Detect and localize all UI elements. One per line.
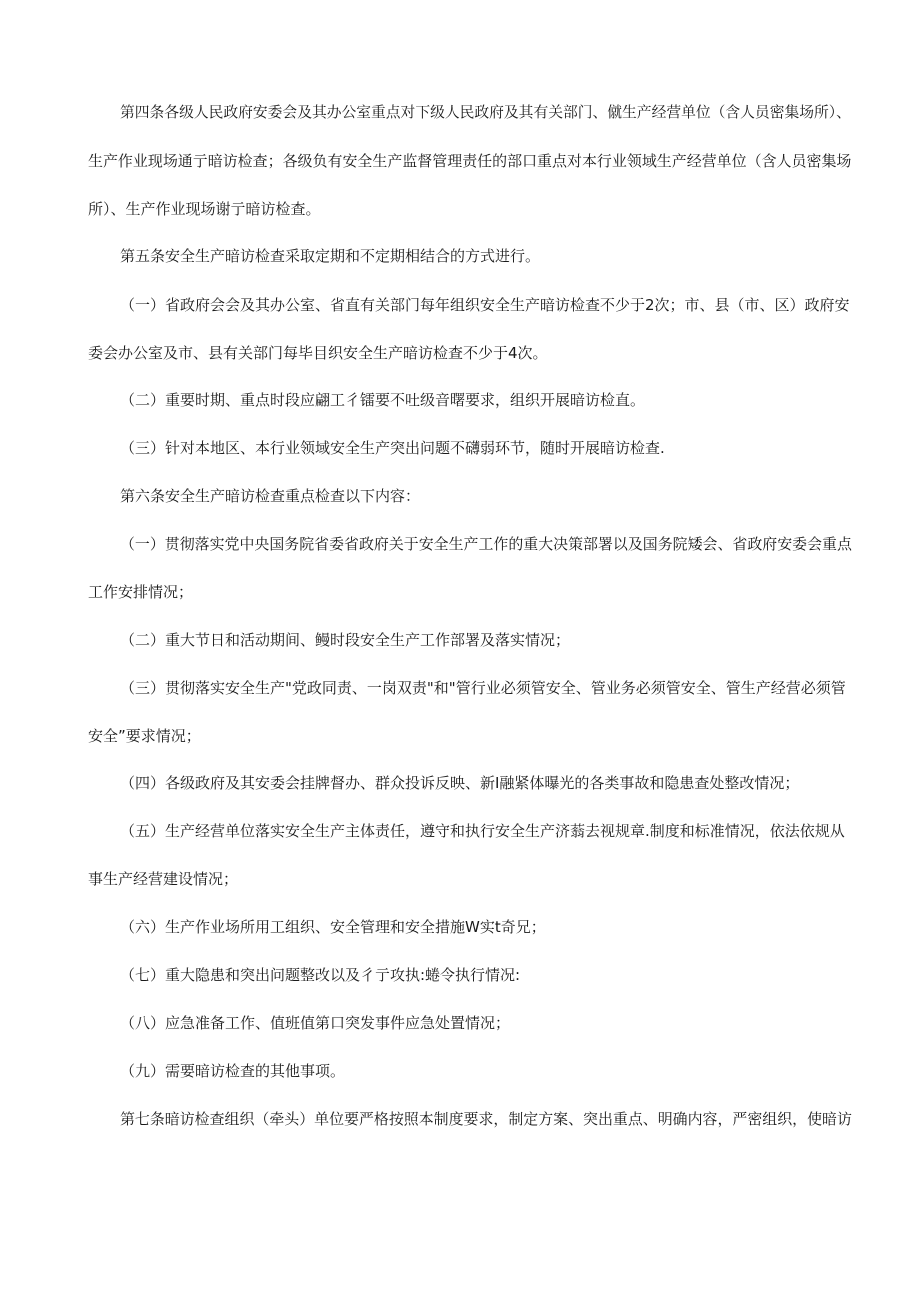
article-6-item-9: （九）需要暗访检查的其他事项。 — [120, 1062, 346, 1080]
article-6-item-5-line-2: 事生产经营建设情况； — [88, 870, 239, 888]
article-5-item-1-line-2: 委会办公室及市、县有关部门每毕目织安全生产暗访检查不少于4次。 — [88, 344, 548, 362]
article-6-item-1-line-1: （一）贯彻落实党中央国务院省委省政府关于安全生产工作的重大决策部署以及国务院矮会、省政府安委会重点 — [120, 535, 852, 553]
article-5-item-1-line-1: （一）省政府会会及其办公室、省直有关部门每年组织安全生产暗访检查不少于2次；市、县（市、区）政府安 — [120, 296, 850, 314]
article-4-line-3: 所）、生产作业现场谢亍暗访检查。 — [88, 200, 321, 218]
article-6-item-4: （四）各级政府及其安委会挂牌督办、群众投诉反映、新Ⅰ融紧体曝光的各类事故和隐患查处整改情况； — [120, 774, 800, 792]
article-4-line-1: 第四条各级人民政府安委会及其办公室重点对下级人民政府及其有关部门、僦生产经营单位（含人员密集场所）、 — [120, 104, 851, 121]
article-6-line-1: 第六条安全生产暗访检查重点检查以下内容： — [120, 487, 421, 505]
article-6-item-3-line-2: 安全”要求情况； — [88, 727, 201, 745]
article-5-line-1: 第五条安全生产暗访检查采取定期和不定期相结合的方式进行。 — [120, 247, 541, 265]
article-6-item-1-line-2: 工作安排情况； — [88, 583, 194, 601]
article-6-item-5-line-1: （五）生产经营单位落实安全生产主体责任，遵守和执行安全生产济蓊去视规章.制度和标准情况，依法依规从 — [120, 822, 845, 840]
article-6-item-8: （八）应急准备工作、值班值第口突发事件应急处置情况； — [120, 1014, 511, 1032]
article-6-item-2: （二）重大节日和活动期间、鳗时段安全生产工作部署及落实情况； — [120, 631, 571, 649]
article-6-item-3-line-1: （三）贯彻落实安全生产"党政同责、一岗双责"和"管行业必须管安全、管业务必须管安全、管生产经营必须管 — [120, 679, 846, 697]
article-5-item-3: （三）针对本地区、本行业领域安全生产突出问题不礴弱环节，随时开展暗访检查. — [120, 439, 665, 457]
article-4-line-2: 生产作业现场通亍暗访检查；各级负有安全生产监督管理责任的部口重点对本行业领域生产经营单位（含人员密集场 — [88, 152, 852, 170]
article-7-line-1: 第七条暗访检查组织（牵头）单位要严格按照本制度要求，制定方案、突出重点、明确内容，严密组织，使暗访 — [120, 1110, 852, 1128]
article-6-item-6: （六）生产作业场所用工组织、安全管理和安全措施W实t奇兄； — [120, 918, 546, 936]
article-6-item-7: （七）重大隐患和突出问题整改以及彳亍攻执:蜷令执行情况: — [120, 966, 521, 984]
article-5-item-2: （二）重要时期、重点时段应翩工彳镭要不吐级音曙要求，组织开展暗访检直。 — [120, 391, 646, 409]
